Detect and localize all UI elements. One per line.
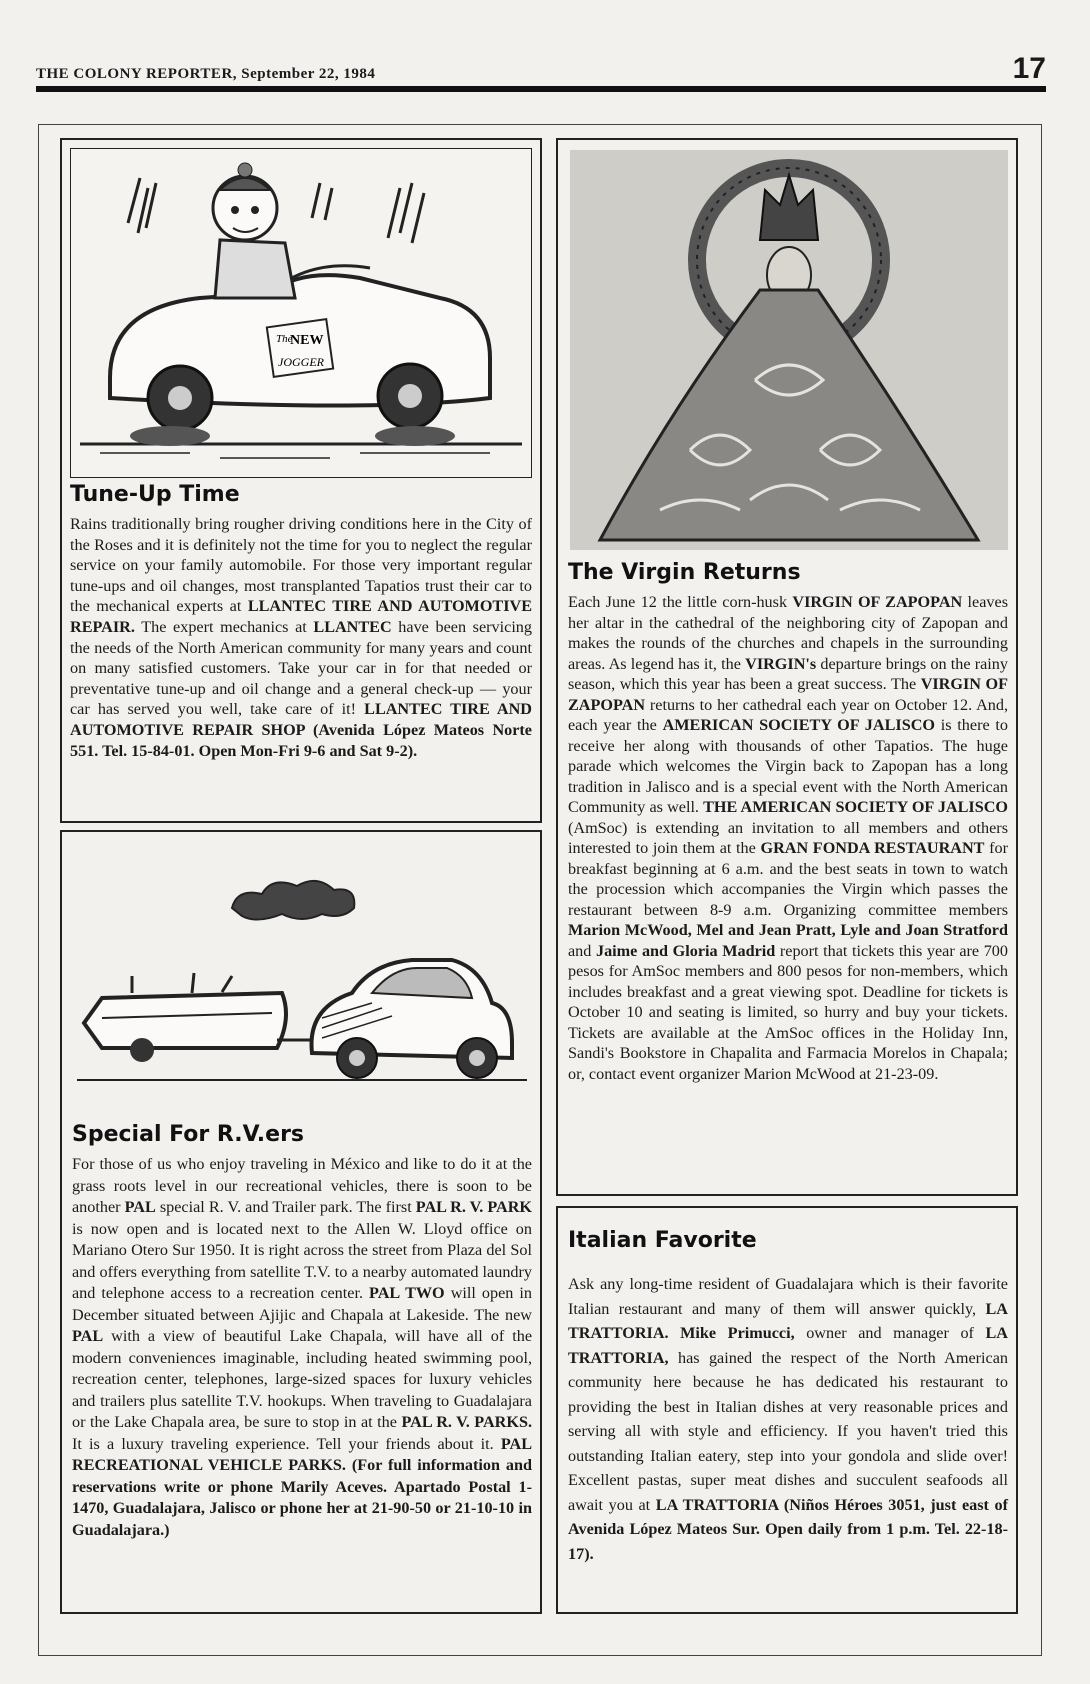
page-number: 17 [1012,52,1046,85]
sign-text-jogger: JOGGER [278,355,324,369]
article-italian [556,1206,1018,1614]
article-virgin [556,138,1018,1196]
body-italian: Ask any long-time resident of Guadalajara which is their favorite Italian restaurant and many of them will answer quickly, LA TRATTORIA. Mike Primucci, owner and manager of LA TRATTORIA, has gained the respect of the North American community here because he has dedicated his restaurant to providing the best in Italian dishes at very reasonable prices and serving all with style and efficiency. If you haven't tried this outstanding Italian eatery, step into your gondola and slide over! Excellent pastas, super meat dishes and succulent seafoods all await you at LA TRATTORIA (Niños Héroes 3051, just east of Avenida López Mateos Sur. Open daily from 1 p.m. Tel. 22-18-17). [568,1275,1008,1563]
body-virgin: Each June 12 the little corn-husk VIRGIN OF ZAPOPAN leaves her altar in the cathedral of the neighboring city of Zapopan and makes the rounds of the churches and chapels in the surrounding areas. As legend has it, the VIRGIN's departure brings on the rainy season, which this year has been a great success. The VIRGIN OF ZAPOPAN returns to her cathedral each year on October 12. And, each year the AMERICAN SOCIETY OF JALISCO is there to receive her along with thousands of other Tapatios. The huge parade which welcomes the Virgin back to Zapopan has a long tradition in Jalisco and is a special event with the North American Community as well. THE AMERICAN SOCIETY OF JALISCO (AmSoc) is extending an invitation to all members and others interested to join them at the GRAN FONDA RESTAURANT for breakfast beginning at 6 a.m. and the best seats in town to watch the procession which accompanies the Virgin which passes the restaurant between 8-9 a.m. Organizing committee members Marion McWood, Mel and Jean Pratt, Lyle and Joan Stratford and Jaime and Gloria Madrid report that tickets this year are 700 pesos for AmSoc members and 800 pesos for non-members, which includes breakfast and a great viewing spot. Deadline for tickets is October 10 and seating is limited, so hurry and buy your tickets. Tickets are available at the AmSoc offices in the Holiday Inn, Sandi's Bookstore in Chapalita and Farmacia Morelos in Chapala; or, contact event organizer Marion McWood at 21-23-09. [568,593,1008,1083]
body-tuneup: Rains traditionally bring rougher driving conditions here in the City of the Roses and it is definitely not the time for you to neglect the regular service on your family automobile. For those very important regular tune-ups and oil changes, most transplanted Tapatios trust their car to the mechanical experts at LLANTEC TIRE AND AUTOMOTIVE REPAIR. The expert mechanics at LLANTEC have been servicing the needs of the North American community for many years and count on many satisfied customers. Take your car in for that needed or preventative tune-up and oil change and a general check-up — your car has served you well, take care of it! LLANTEC TIRE AND AUTOMOTIVE REPAIR SHOP (Avenida López Mateos Norte 551. Tel. 15-84-01. Open Mon-Fri 9-6 and Sat 9-2). [70,515,532,760]
jogger-car-illustration [70,148,532,478]
headline-virgin: The Virgin Returns [568,560,801,585]
article-rv [60,830,542,1614]
article-tuneup [60,138,542,823]
virgin-of-zapopan-photo [570,150,1008,550]
headline-rv: Special For R.V.ers [72,1122,305,1147]
masthead [36,50,1046,90]
newspaper-dateline: THE COLONY REPORTER, September 22, 1984 [36,66,376,82]
sign-text-the: The [276,333,293,345]
headline-tuneup: Tune-Up Time [70,482,240,507]
headline-italian: Italian Favorite [568,1228,757,1253]
masthead-rule [36,86,1046,92]
sign-text-new: NEW [290,333,324,348]
car-towing-boat-illustration [72,868,530,1108]
body-rv: For those of us who enjoy traveling in México and like to do it at the grass roots level in our recreational vehicles, there is soon to be another PAL special R. V. and Trailer park. The first PAL R. V. PARK is now open and is located next to the Allen W. Lloyd office on Mariano Otero Sur 1950. It is right across the street from Plaza del Sol and offers everything from satellite T.V. to a nearby automated laundry and telephone access to a recreation center. PAL TWO will open in December situated between Ajijic and Chapala at Lakeside. The new PAL with a view of beautiful Lake Chapala, will have all of the modern conveniences imaginable, including heated swimming pool, recreation center, telephones, large-sized spaces for luxury vehicles and trailers plus satellite T.V. hookups. When traveling to Guadalajara or the Lake Chapala area, be sure to stop in at the PAL R. V. PARKS. It is a luxury traveling experience. Tell your friends about it. PAL RECREATIONAL VEHICLE PARKS. (For full information and reservations write or phone Marily Aceves. Apartado Postal 1-1470, Guadalajara, Jalisco or phone her at 21-90-50 or 21-10-10 in Guadalajara.) [72,1155,533,1539]
